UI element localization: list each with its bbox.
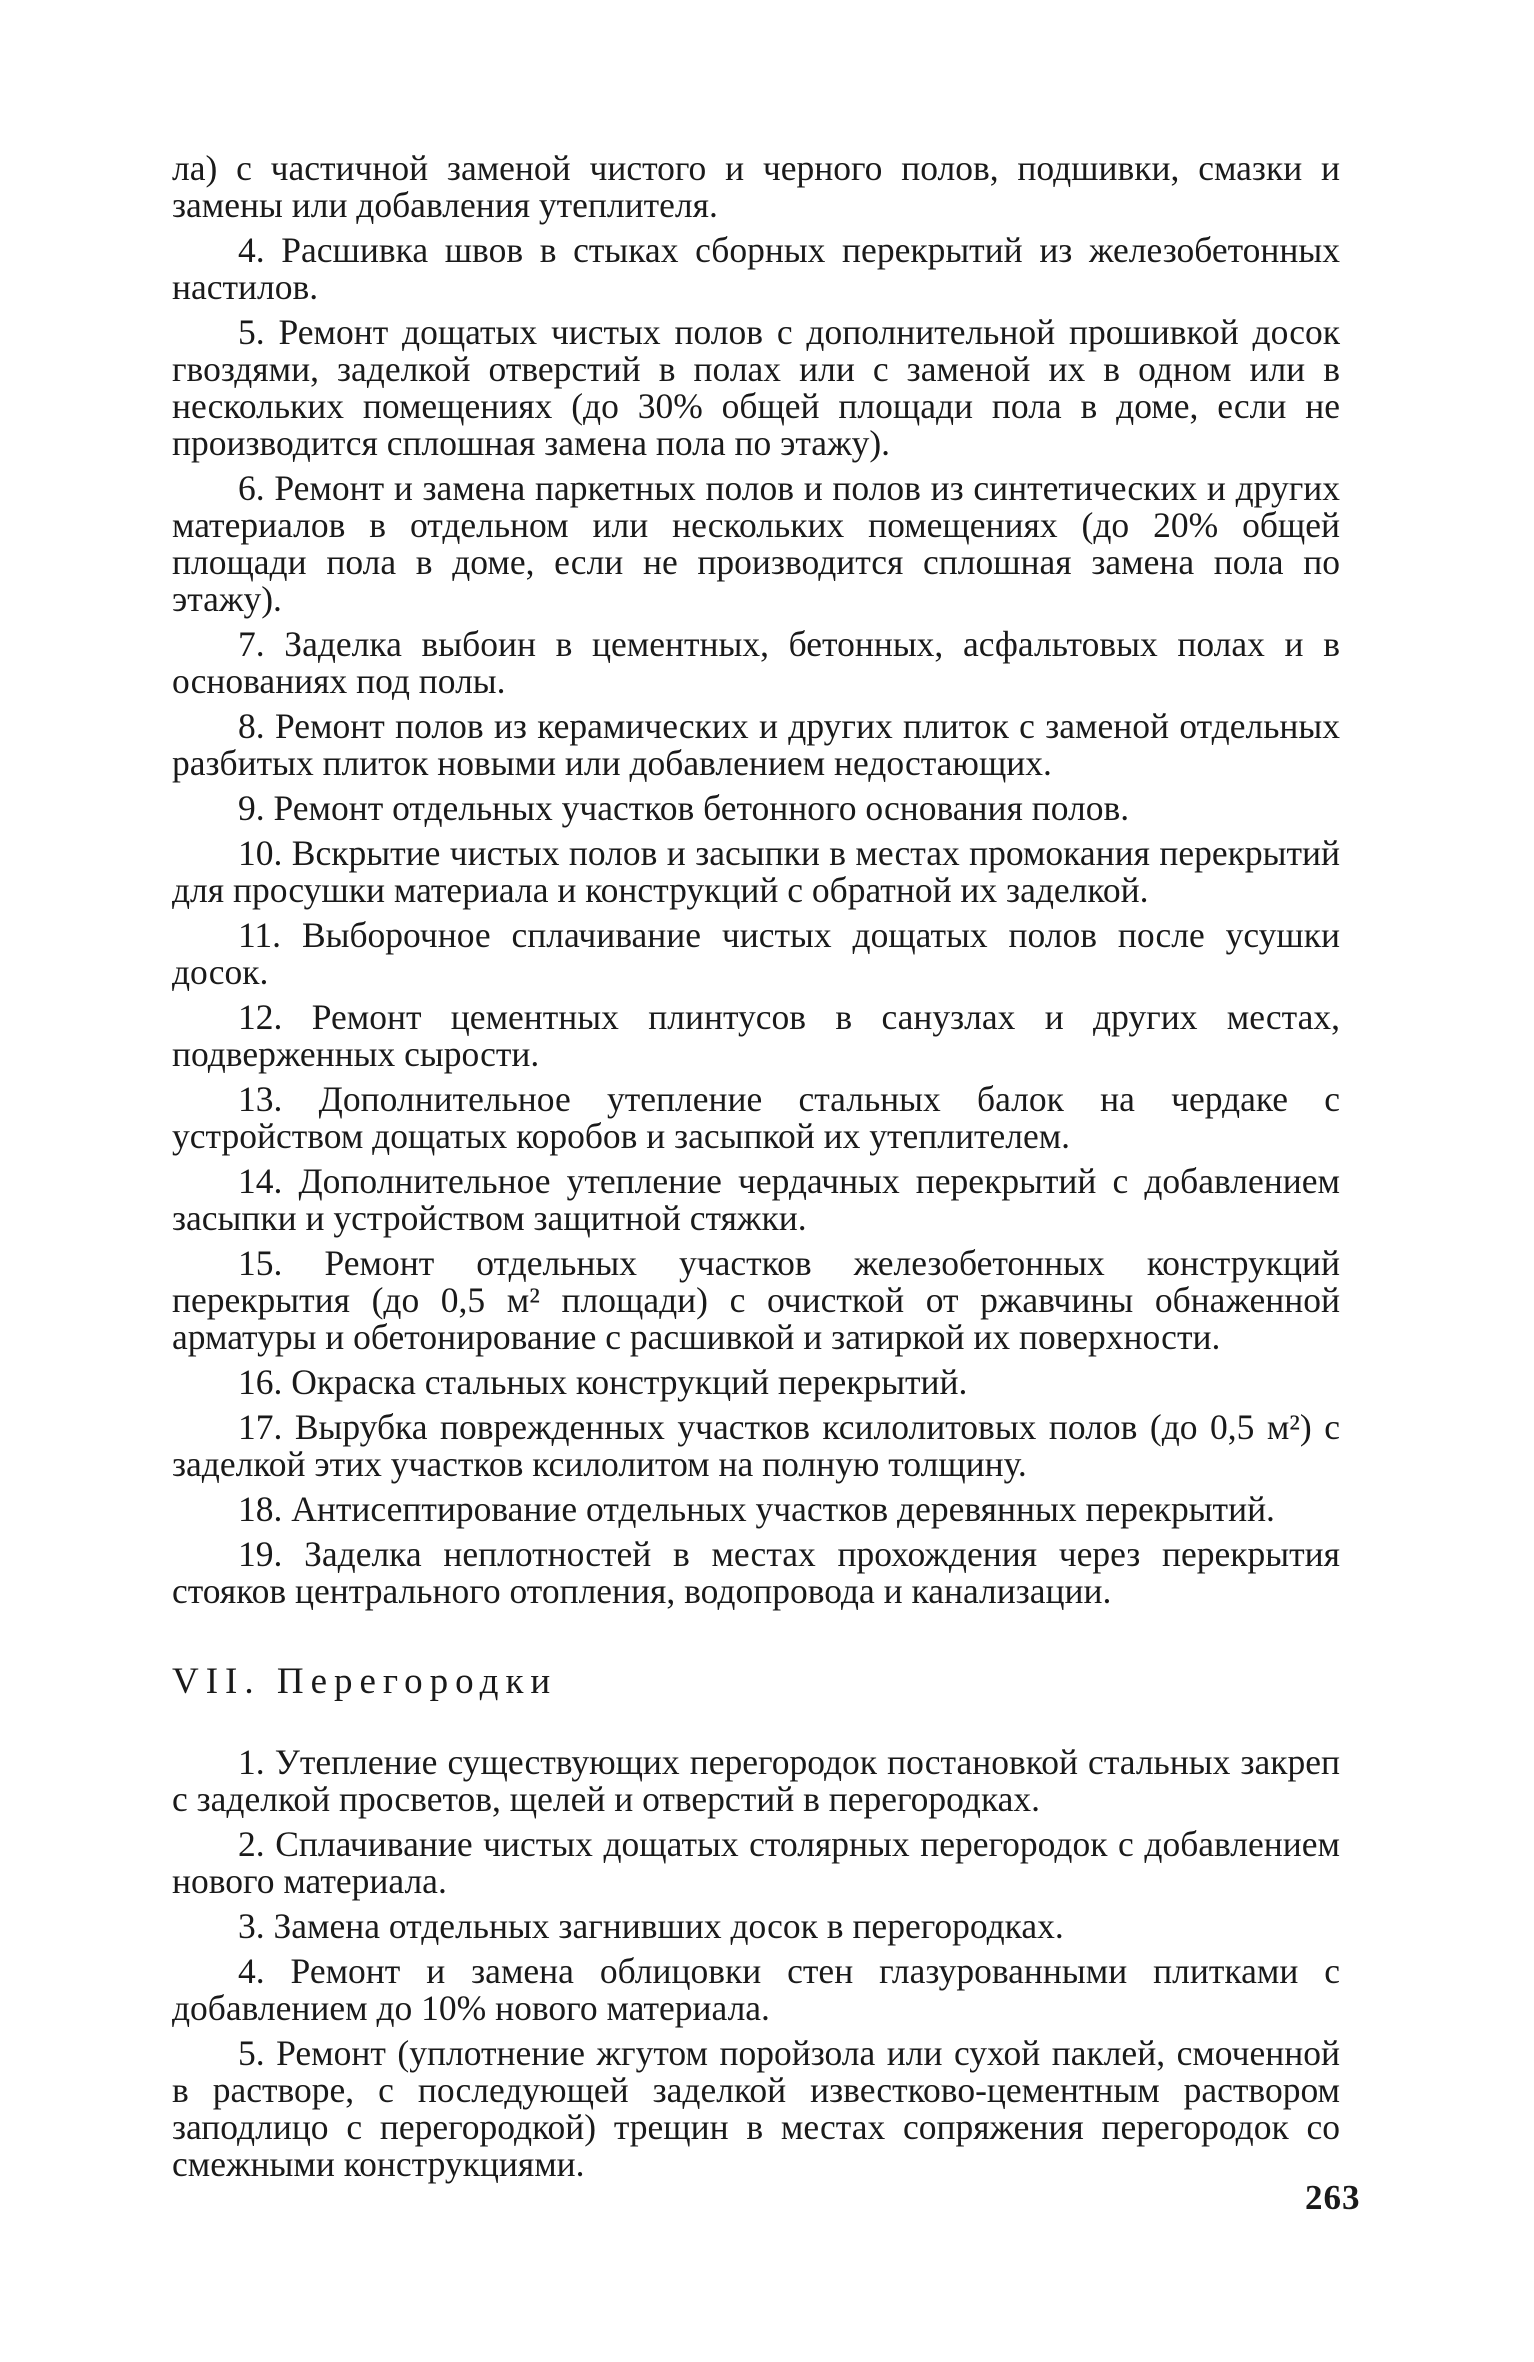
list-item: 7. Заделка выбоин в цементных, бетонных, асфальтовых полах и в основаниях под полы. <box>172 624 1340 701</box>
list-item: 3. Замена отдельных загнивших досок в перегородках. <box>238 1906 1064 1946</box>
list-item: 8. Ремонт полов из керамических и других плиток с заменой отдельных разбитых плиток новыми или добавлением недостающих. <box>172 706 1340 783</box>
list-item: 4. Расшивка швов в стыках сборных перекрытий из железобетонных настилов. <box>172 230 1340 307</box>
list-item: 9. Ремонт отдельных участков бетонного основания полов. <box>238 788 1130 828</box>
list-item: 12. Ремонт цементных плинтусов в санузлах и других местах, подверженных сырости. <box>172 997 1340 1074</box>
page-number: 263 <box>1305 2178 1361 2217</box>
list-item: 18. Антисептирование отдельных участков деревянных перекрытий. <box>238 1489 1275 1529</box>
list-item: 14. Дополнительное утепление чердачных перекрытий с добавлением засыпки и устройством защитной стяжки. <box>172 1161 1340 1238</box>
list-item: 11. Выборочное сплачивание чистых дощатых полов после усушки досок. <box>172 915 1340 992</box>
list-item: 19. Заделка неплотностей в местах прохождения через перекрытия стояков центрального отопления, водопровода и канализации. <box>172 1534 1340 1611</box>
list-item: 17. Вырубка поврежденных участков ксилолитовых полов (до 0,5 м²) с заделкой этих участков ксилолитом на полную толщину. <box>172 1407 1340 1484</box>
page-body <box>172 150 1340 2191</box>
section-7-list <box>172 1744 1340 2183</box>
list-item: 5. Ремонт (уплотнение жгутом поройзола или сухой паклей, смоченной в растворе, с последующей заделкой известково-цементным раствором заподлицо с перегородкой) трещин в местах сопряжения перегородок со смежными конструкциями. <box>172 2033 1340 2184</box>
section-6-list <box>172 232 1340 1610</box>
list-item: 2. Сплачивание чистых дощатых столярных перегородок с добавлением нового материала. <box>172 1824 1340 1901</box>
list-item: 16. Окраска стальных конструкций перекрытий. <box>238 1362 968 1402</box>
list-item: 1. Утепление существующих перегородок постановкой стальных закреп с заделкой просветов, щелей и отверстий в перегородках. <box>172 1742 1340 1819</box>
list-item: 5. Ремонт дощатых чистых полов с дополнительной прошивкой досок гвоздями, заделкой отверстий в полах или с заменой их в одном или в нескольких помещениях (до 30% общей площади пола в доме, если не производится сплошная замена пола по этажу). <box>172 312 1340 463</box>
intro-paragraph: ла) с частичной заменой чистого и черного полов, подшивки, смазки и замены или добавления утеплителя. <box>172 148 1340 225</box>
list-item: 10. Вскрытие чистых полов и засыпки в местах промокания перекрытий для просушки материала и конструкций с обратной их заделкой. <box>172 833 1340 910</box>
list-item: 13. Дополнительное утепление стальных балок на чердаке с устройством дощатых коробов и засыпкой их утеплителем. <box>172 1079 1340 1156</box>
list-item: 15. Ремонт отдельных участков железобетонных конструкций перекрытия (до 0,5 м² площади) с очисткой от ржавчины обнаженной арматуры и обетонирование с расшивкой и затиркой их поверхности. <box>172 1243 1340 1357</box>
section-title: VII. Перегородки <box>172 1661 558 1702</box>
list-item: 6. Ремонт и замена паркетных полов и полов из синтетических и других материалов в отдельном или нескольких помещениях (до 20% общей площади пола в доме, если не производится сплошная замена пола по этажу). <box>172 468 1340 619</box>
list-item: 4. Ремонт и замена облицовки стен глазурованными плитками с добавлением до 10% нового материала. <box>172 1951 1340 2028</box>
